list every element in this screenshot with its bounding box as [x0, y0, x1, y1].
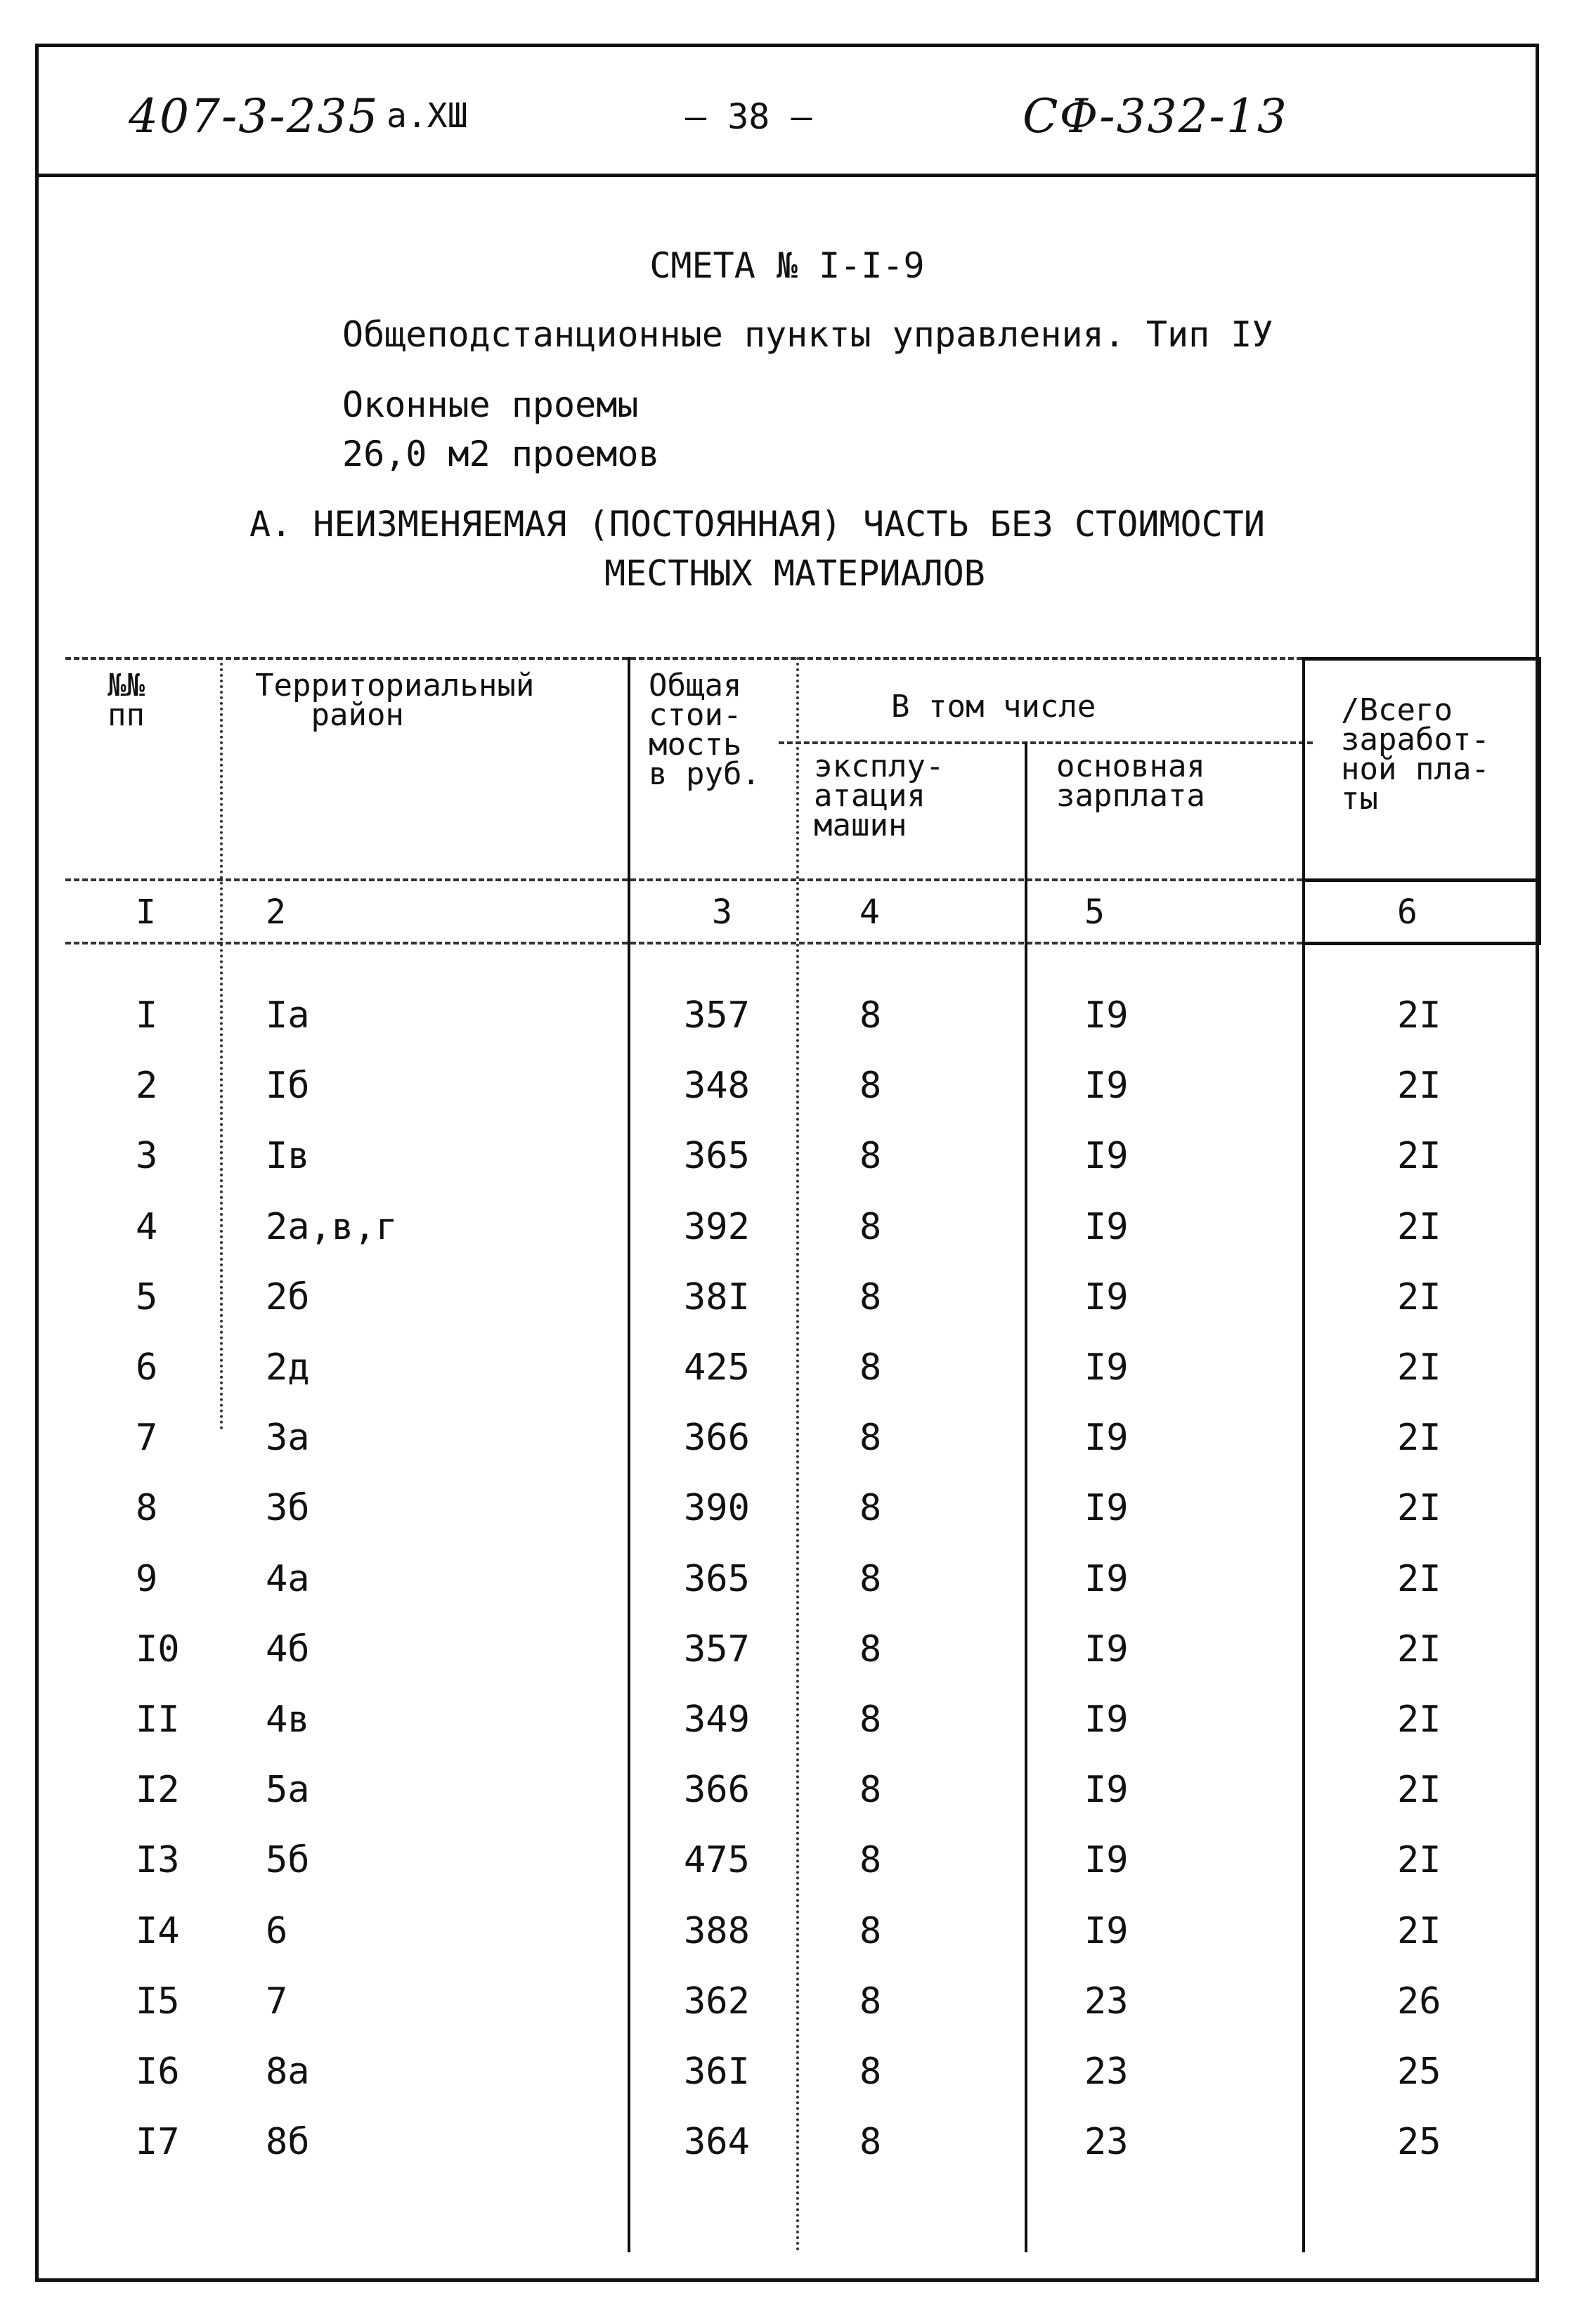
row-salary: I9: [1084, 1909, 1129, 1952]
row-machines: 8: [859, 1557, 882, 1600]
row-machines: 8: [859, 1628, 882, 1670]
row-number: 4: [136, 1205, 158, 1248]
row-salary: I9: [1084, 1699, 1129, 1741]
column-number: 2: [266, 892, 286, 932]
project-code: 407-3-235: [129, 89, 379, 143]
sheet-code: СФ-332-13: [1023, 89, 1288, 143]
column-number: I: [136, 892, 156, 932]
row-total-cost: 390: [684, 1487, 750, 1530]
row-number: I7: [136, 2121, 180, 2164]
row-total-cost: 38I: [684, 1275, 750, 1318]
object-name: Общеподстанционные пункты управления. Тип IУ: [342, 314, 1273, 355]
row-machines: 8: [859, 1417, 882, 1460]
table-row: [65, 1135, 1541, 1205]
subheader-rule: [779, 741, 1313, 744]
table-row: [65, 1417, 1541, 1487]
row-number: 5: [136, 1275, 158, 1318]
header-bottom-rule: [65, 878, 1302, 881]
row-region: 2а,в,г: [266, 1205, 398, 1248]
row-machines: 8: [859, 2121, 882, 2164]
row-total-salary: 2I: [1397, 1346, 1441, 1389]
row-region: Iв: [266, 1135, 310, 1178]
row-machines: 8: [859, 1346, 882, 1389]
table-row: [65, 1487, 1541, 1557]
row-total-salary: 25: [1397, 2051, 1441, 2093]
row-region: 4а: [266, 1557, 310, 1600]
header-total: Общая стои- мость в руб.: [649, 668, 760, 792]
row-total-cost: 36I: [684, 2051, 750, 2093]
row-total-salary: 2I: [1397, 1135, 1441, 1178]
table-row: [65, 1910, 1541, 1980]
row-salary: I9: [1084, 1275, 1129, 1318]
row-salary: 23: [1084, 1980, 1129, 2023]
row-machines: 8: [859, 1275, 882, 1318]
header-top-rule-right: [1302, 657, 1541, 661]
row-total-cost: 425: [684, 1346, 750, 1389]
row-number: 8: [136, 1487, 158, 1530]
page-number: – 38 –: [685, 96, 812, 137]
row-salary: I9: [1084, 1839, 1129, 1882]
row-total-salary: 2I: [1397, 1628, 1441, 1670]
row-total-cost: 365: [684, 1557, 750, 1600]
table-row: [65, 994, 1541, 1065]
column-number: 5: [1084, 892, 1105, 932]
row-number: 6: [136, 1346, 158, 1389]
row-total-cost: 348: [684, 1065, 750, 1108]
row-total-cost: 366: [684, 1417, 750, 1460]
column-number: 4: [859, 892, 880, 932]
title-block: [39, 47, 1536, 177]
row-total-salary: 2I: [1397, 1417, 1441, 1460]
row-salary: I9: [1084, 1135, 1129, 1178]
table-row: [65, 1628, 1541, 1699]
row-total-cost: 362: [684, 1980, 750, 2023]
document-frame: [35, 44, 1539, 2282]
row-region: 5б: [266, 1839, 310, 1882]
row-region: 8а: [266, 2051, 310, 2093]
table-row: [65, 1839, 1541, 1909]
row-number: I2: [136, 1769, 180, 1812]
row-number: I4: [136, 1909, 180, 1952]
row-total-salary: 2I: [1397, 1557, 1441, 1600]
row-number: II: [136, 1699, 180, 1741]
table-row: [65, 1346, 1541, 1417]
row-total-cost: 364: [684, 2121, 750, 2164]
colnum-bottom-rule: [65, 942, 1302, 944]
row-region: 3а: [266, 1417, 310, 1460]
section-title-line2: МЕСТНЫХ МАТЕРИАЛОВ: [604, 553, 985, 594]
work-name: Оконные проемы: [342, 384, 639, 425]
row-total-salary: 2I: [1397, 1909, 1441, 1952]
row-region: 7: [266, 1980, 288, 2023]
row-machines: 8: [859, 994, 882, 1037]
row-total-salary: 26: [1397, 1980, 1441, 2023]
header-num: №№ пп: [108, 668, 145, 733]
row-machines: 8: [859, 1980, 882, 2023]
row-salary: I9: [1084, 1205, 1129, 1248]
header-machines: эксплу- атация машин: [814, 748, 945, 843]
row-total-salary: 2I: [1397, 1065, 1441, 1108]
row-total-cost: 366: [684, 1769, 750, 1812]
row-salary: I9: [1084, 1065, 1129, 1108]
row-region: 2д: [266, 1346, 310, 1389]
row-number: I3: [136, 1839, 180, 1882]
row-total-cost: 475: [684, 1839, 750, 1882]
row-machines: 8: [859, 1487, 882, 1530]
row-total-cost: 357: [684, 994, 750, 1037]
row-salary: I9: [1084, 994, 1129, 1037]
table-row: [65, 1558, 1541, 1628]
row-salary: I9: [1084, 1769, 1129, 1812]
row-number: I5: [136, 1980, 180, 2023]
row-salary: I9: [1084, 1557, 1129, 1600]
row-number: 3: [136, 1135, 158, 1178]
album-number: а.ХШ: [387, 96, 468, 136]
row-total-cost: 349: [684, 1699, 750, 1741]
table-row: [65, 1276, 1541, 1346]
row-total-salary: 2I: [1397, 1205, 1441, 1248]
row-machines: 8: [859, 1769, 882, 1812]
row-machines: 8: [859, 1135, 882, 1178]
column-number: 6: [1397, 892, 1417, 932]
row-machines: 8: [859, 1909, 882, 1952]
row-region: 4в: [266, 1699, 310, 1741]
row-region: Iа: [266, 994, 310, 1037]
row-total-cost: 357: [684, 1628, 750, 1670]
row-number: I6: [136, 2051, 180, 2093]
estimate-number: СМЕТА № I-I-9: [649, 245, 925, 286]
row-total-salary: 2I: [1397, 1699, 1441, 1741]
table-row: [65, 1206, 1541, 1276]
table-row: [65, 2121, 1541, 2191]
row-region: 2б: [266, 1275, 310, 1318]
row-machines: 8: [859, 1065, 882, 1108]
row-salary: I9: [1084, 1487, 1129, 1530]
row-salary: 23: [1084, 2051, 1129, 2093]
row-salary: I9: [1084, 1628, 1129, 1670]
row-total-cost: 388: [684, 1909, 750, 1952]
table-row: [65, 1699, 1541, 1769]
row-machines: 8: [859, 1205, 882, 1248]
header-total-salary: /Всего заработ- ной пла- ты: [1341, 692, 1490, 817]
row-total-salary: 2I: [1397, 1769, 1441, 1812]
row-total-cost: 392: [684, 1205, 750, 1248]
row-number: 7: [136, 1417, 158, 1460]
row-number: I: [136, 994, 158, 1037]
header-salary: основная зарплата: [1056, 748, 1205, 814]
row-machines: 8: [859, 1699, 882, 1741]
header-including: В том числе: [891, 689, 1096, 725]
column-number: 3: [712, 892, 732, 932]
section-title-line1: А. НЕИЗМЕНЯЕМАЯ (ПОСТОЯННАЯ) ЧАСТЬ БЕЗ СТОИМОСТИ: [249, 504, 1265, 545]
header-region: Территориальный район: [255, 668, 535, 733]
row-machines: 8: [859, 2051, 882, 2093]
table-row: [65, 1065, 1541, 1135]
header-top-rule: [65, 657, 1302, 660]
row-total-salary: 2I: [1397, 1487, 1441, 1530]
row-total-salary: 2I: [1397, 994, 1441, 1037]
row-salary: 23: [1084, 2121, 1129, 2164]
row-region: Iб: [266, 1065, 310, 1108]
row-region: 5а: [266, 1769, 310, 1812]
row-salary: I9: [1084, 1417, 1129, 1460]
row-total-salary: 2I: [1397, 1275, 1441, 1318]
work-quantity: 26,0 м2 проемов: [342, 434, 660, 474]
table-row: [65, 1769, 1541, 1839]
header-bottom-rule-right: [1302, 878, 1541, 882]
row-machines: 8: [859, 1839, 882, 1882]
row-salary: I9: [1084, 1346, 1129, 1389]
table-row: [65, 2051, 1541, 2121]
table-row: [65, 1980, 1541, 2051]
row-region: 4б: [266, 1628, 310, 1670]
colnum-bottom-rule-right: [1302, 942, 1541, 945]
row-region: 6: [266, 1909, 288, 1952]
row-total-salary: 25: [1397, 2121, 1441, 2164]
row-total-salary: 2I: [1397, 1839, 1441, 1882]
row-number: 9: [136, 1557, 158, 1600]
table-right-edge: [1538, 657, 1541, 945]
row-region: 8б: [266, 2121, 310, 2164]
row-total-cost: 365: [684, 1135, 750, 1178]
row-number: 2: [136, 1065, 158, 1108]
row-region: 3б: [266, 1487, 310, 1530]
row-number: I0: [136, 1628, 180, 1670]
